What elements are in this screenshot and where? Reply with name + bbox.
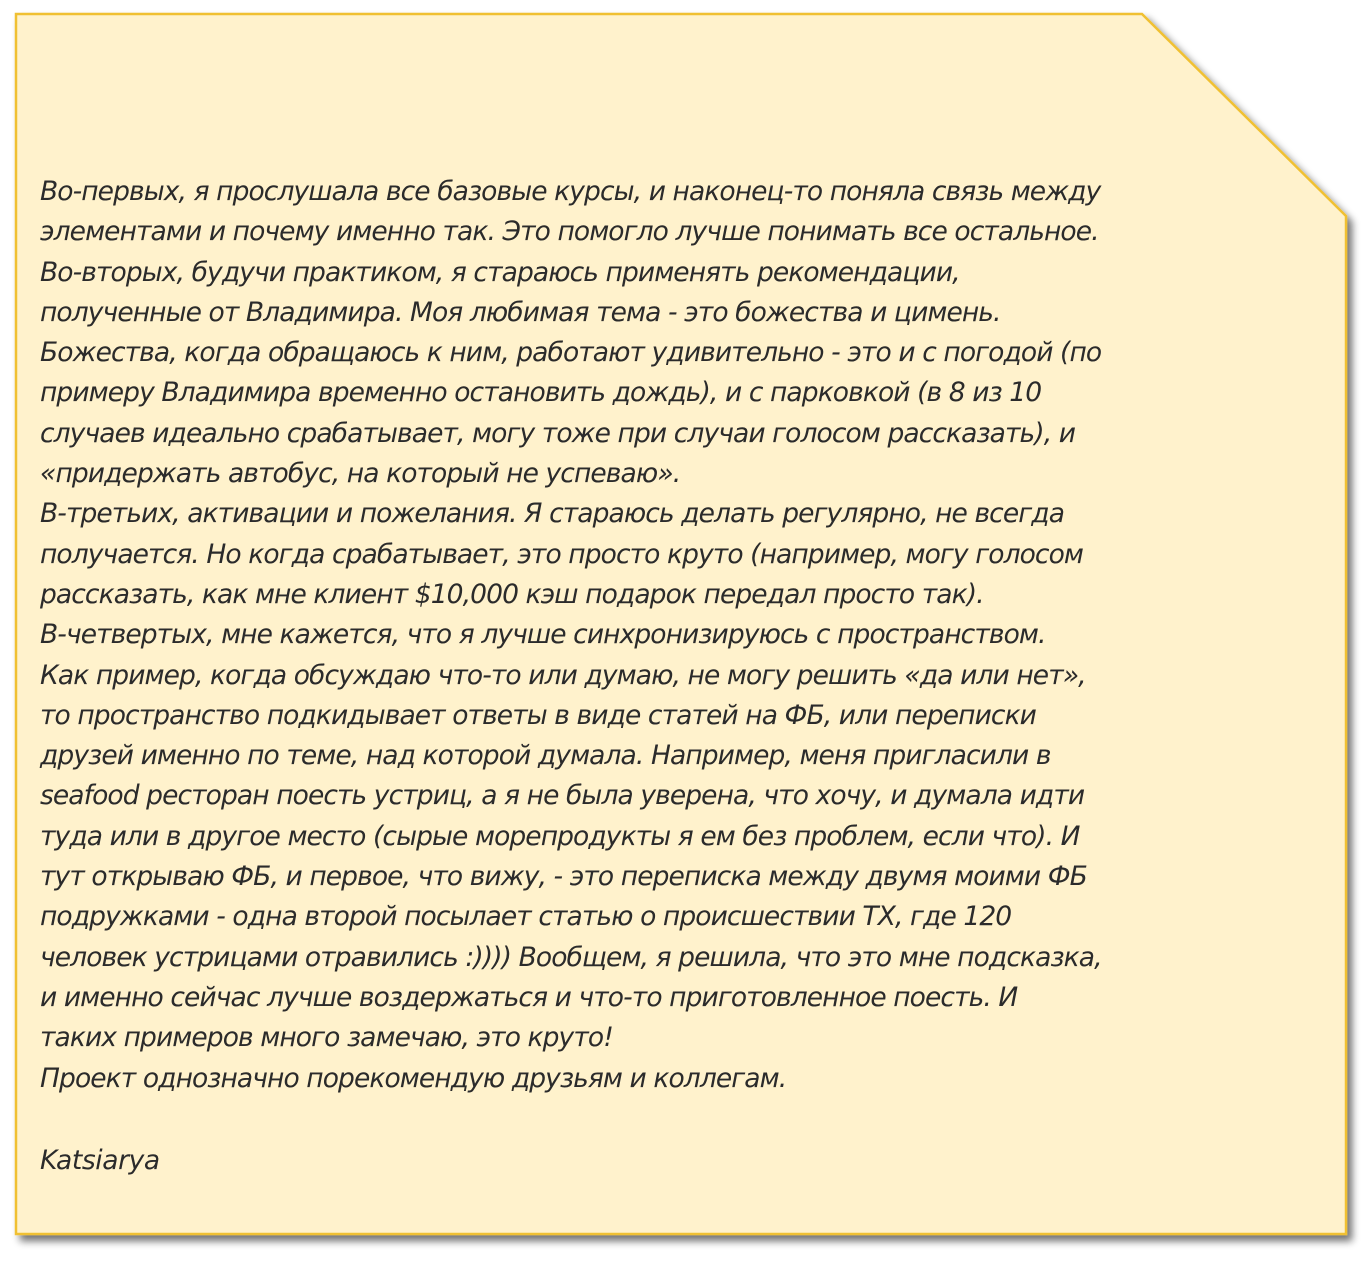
text-line: Во-вторых, будучи практиком, я стараюсь применять рекомендации, [40, 256, 960, 288]
text-line: примеру Владимира временно остановить дождь), и с парковкой (в 8 из 10 [40, 377, 1042, 409]
text-line: Божества, когда обращаюсь к ним, работают удивительно - это и с погодой (по [40, 337, 1102, 369]
signature: Katsiarya [40, 1145, 160, 1176]
text-line: человек устрицами отравились :)))) Вообщем, я решила, что это мне подсказка, [40, 941, 1102, 973]
text-line: случаев идеально срабатывает, могу тоже при случаи голосом рассказать), и [40, 417, 1076, 449]
text-line: полученные от Владимира. Моя любимая тема - это божества и цимень. [40, 296, 1001, 328]
text-line: подружками - одна второй посылает статью о происшествии ТХ, где 120 [40, 901, 1012, 933]
text-line: Во-первых, я прослушала все базовые курсы, и наконец-то поняла связь между [40, 176, 1101, 207]
text-line: тут открываю ФБ, и первое, что вижу, - это переписка между двумя моими ФБ [40, 861, 1087, 893]
text-line: В-третьих, активации и пожелания. Я стараюсь делать регулярно, не всегда [40, 498, 1065, 530]
text-line: В-четвертых, мне кажется, что я лучше синхронизируюсь с пространством. [40, 619, 1046, 651]
text-line: Как пример, когда обсуждаю что-то или думаю, не могу решить «да или нет», [40, 659, 1086, 691]
text-line: друзей именно по теме, над которой думала. Например, меня пригласили в [40, 740, 1051, 772]
text-line: рассказать, как мне клиент $10,000 кэш подарок передал просто так). [40, 578, 984, 610]
text-line: то пространство подкидывает ответы в виде статей на ФБ, или переписки [40, 699, 1036, 731]
text-line: и именно сейчас лучше воздержаться и что-то приготовленное поесть. И [40, 981, 1018, 1013]
text-line: элементами и почему именно так. Это помогло лучше понимать все остальное. [40, 216, 1099, 248]
text-line: получается. Но когда срабатывает, это просто круто (например, могу голосом [40, 538, 1083, 570]
text-line: Проект однозначно порекомендую друзьям и коллегам. [40, 1062, 787, 1094]
text-line: туда или в другое место (сырые морепродукты я ем без проблем, если что). И [40, 820, 1080, 852]
text-line: таких примеров много замечаю, это круто! [40, 1022, 613, 1054]
text-line: seafood ресторан поесть устриц, а я не была уверена, что хочу, и думала идти [40, 780, 1085, 812]
testimonial-text [40, 172, 1255, 1099]
text-line: «придержать автобус, на который не успеваю». [40, 458, 681, 490]
